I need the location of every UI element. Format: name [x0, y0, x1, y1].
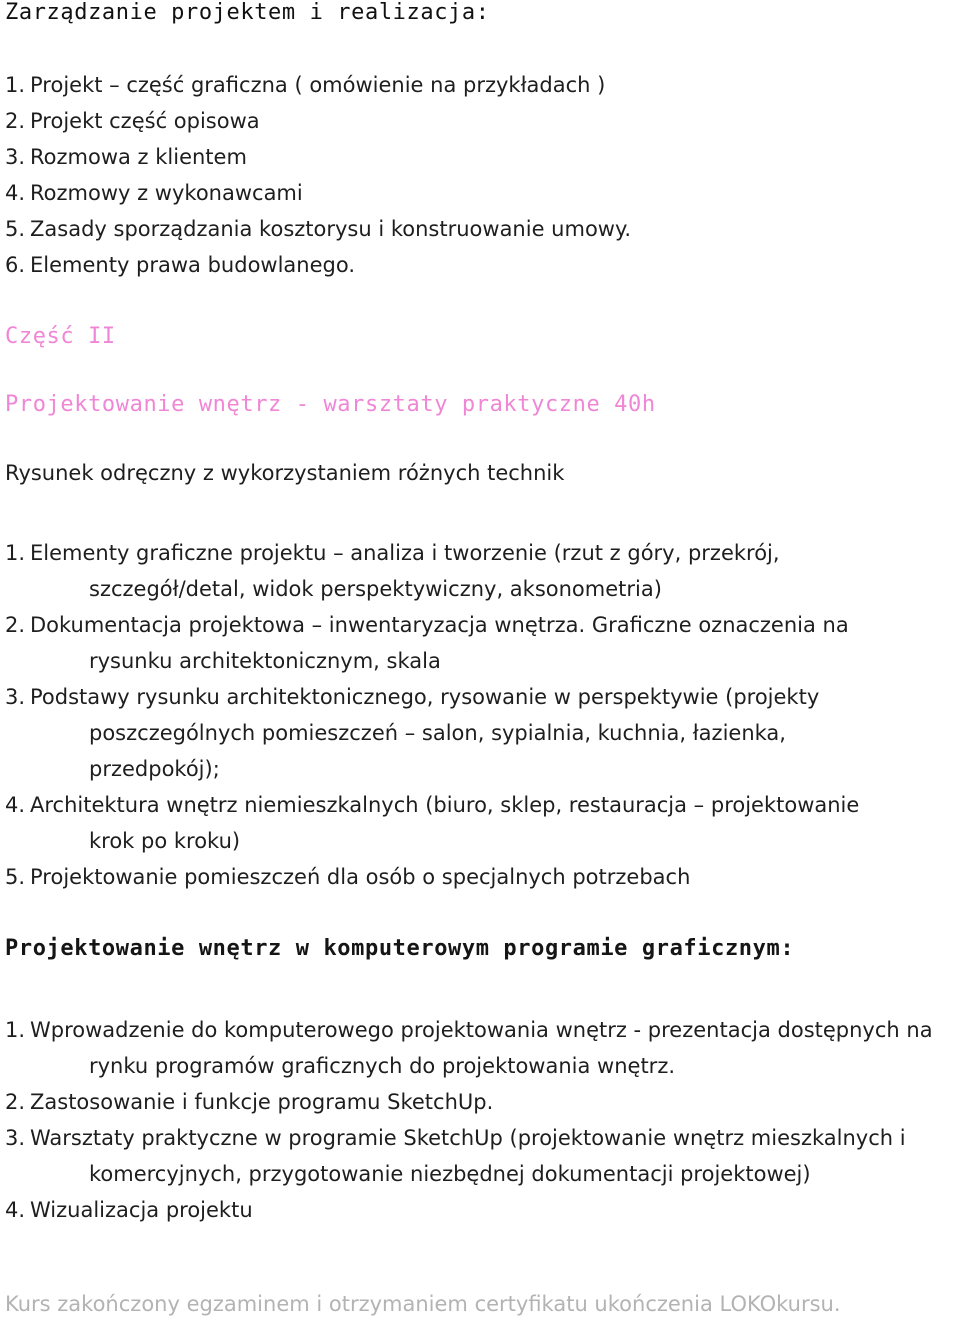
list-item [0, 1192, 955, 1228]
list-number: 1. [5, 1018, 26, 1042]
list-item [0, 67, 631, 103]
list-number: 3. [5, 1126, 26, 1150]
list-item [0, 859, 900, 895]
heading-computer: Projektowanie wnętrz w komputerowym programie graficznym: [5, 936, 795, 961]
list-text: Projektowanie pomieszczeń dla osób o specjalnych potrzebach [30, 865, 691, 889]
list-number: 5. [5, 865, 26, 889]
list-text: Wizualizacja projektu [30, 1198, 253, 1222]
list-number: 2. [5, 613, 26, 637]
list-text: Podstawy rysunku architektonicznego, rysowanie w perspektywie (projekty poszczególnych pomieszczeń – salon, sypialnia, kuchnia, łazienka, przedpokój); [30, 685, 820, 781]
list-item [0, 139, 631, 175]
part2-subtitle: Rysunek odręczny z wykorzystaniem różnych technik [5, 461, 565, 485]
footer-note: Kurs zakończony egzaminem i otrzymaniem certyfikatu ukończenia LOKOkursu. [5, 1292, 841, 1316]
heading-main: Zarządzanie projektem i realizacja: [5, 0, 490, 25]
list-number: 3. [5, 145, 26, 169]
list-text: Elementy graficzne projektu – analiza i tworzenie (rzut z góry, przekrój, szczegół/detal, widok perspektywiczny, aksonometria) [30, 541, 780, 601]
list-part2 [0, 535, 900, 895]
list-part3 [0, 1012, 955, 1228]
list-part1 [0, 67, 631, 283]
list-item [0, 679, 900, 787]
part2-title: Projektowanie wnętrz - warsztaty praktyczne 40h [5, 392, 656, 417]
list-item [0, 1084, 955, 1120]
list-item [0, 175, 631, 211]
list-number: 1. [5, 73, 26, 97]
list-item [0, 1120, 955, 1192]
list-item [0, 247, 631, 283]
list-item [0, 607, 900, 679]
list-text: Projekt – część graficzna ( omówienie na przykładach ) [30, 73, 606, 97]
list-item [0, 787, 900, 859]
list-number: 4. [5, 1198, 26, 1222]
list-text: Projekt część opisowa [30, 109, 260, 133]
list-item [0, 211, 631, 247]
list-number: 1. [5, 541, 26, 565]
list-text: Dokumentacja projektowa – inwentaryzacja wnętrza. Graficzne oznaczenia na rysunku architektonicznym, skala [30, 613, 849, 673]
list-text: Zastosowanie i funkcje programu SketchUp. [30, 1090, 494, 1114]
part2-label: Część II [5, 324, 116, 349]
list-text: Rozmowy z wykonawcami [30, 181, 303, 205]
list-text: Rozmowa z klientem [30, 145, 247, 169]
list-text: Warsztaty praktyczne w programie SketchUp (projektowanie wnętrz mieszkalnych i komercyjnych, przygotowanie niezbędnej dokumentacji projektowej) [30, 1126, 906, 1186]
list-number: 5. [5, 217, 26, 241]
list-number: 4. [5, 181, 26, 205]
list-item [0, 1012, 955, 1084]
list-number: 3. [5, 685, 26, 709]
list-number: 2. [5, 109, 26, 133]
list-number: 4. [5, 793, 26, 817]
list-text: Architektura wnętrz niemieszkalnych (biuro, sklep, restauracja – projektowanie krok po kroku) [30, 793, 860, 853]
list-number: 6. [5, 253, 26, 277]
list-item [0, 535, 900, 607]
list-text: Elementy prawa budowlanego. [30, 253, 356, 277]
list-text: Zasady sporządzania kosztorysu i konstruowanie umowy. [30, 217, 632, 241]
list-number: 2. [5, 1090, 26, 1114]
list-text: Wprowadzenie do komputerowego projektowania wnętrz - prezentacja dostępnych na rynku programów graficznych do projektowania wnętrz. [30, 1018, 933, 1078]
list-item [0, 103, 631, 139]
